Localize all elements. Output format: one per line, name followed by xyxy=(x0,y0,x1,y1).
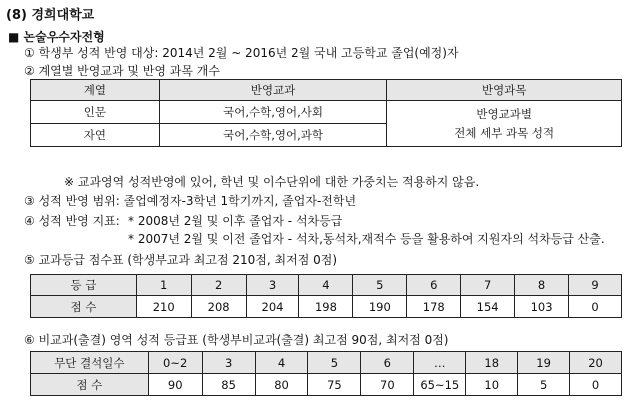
absence-cell: 0~2 xyxy=(148,352,202,374)
item-4-b: * 2007년 2월 및 이전 졸업자 - 석차,동석차,재적수 등을 활용하여 지원자의 석차등급 산출. xyxy=(128,232,605,246)
score-cell: 70 xyxy=(361,374,414,396)
grade-cell: 8 xyxy=(515,275,569,296)
grade-cell: 6 xyxy=(407,275,461,296)
track-cell: 자연 xyxy=(31,124,160,147)
subject-table xyxy=(30,79,622,147)
grade-cell: 4 xyxy=(299,275,353,296)
score-cell: 0 xyxy=(569,296,622,318)
absence-row-label: 무단 결석일수 xyxy=(31,352,149,374)
absence-cell: 18 xyxy=(466,352,518,374)
header-courses: 반영과목 xyxy=(387,80,622,101)
item-4-a: * 2008년 2월 및 이후 졸업자 - 석차등급 xyxy=(128,214,343,228)
score-cell: 154 xyxy=(461,296,515,318)
subjects-cell: 국어,수학,영어,사회 xyxy=(159,101,387,124)
score-cell: 10 xyxy=(466,374,518,396)
absence-cell: … xyxy=(414,352,466,374)
grade-cell: 1 xyxy=(136,275,191,296)
score-cell: 204 xyxy=(246,296,299,318)
item-5: ⑤ 교과등급 점수표 (학생부교과 최고점 210점, 최저점 0점) xyxy=(24,253,338,267)
item-4-label: ④ 성적 반영 지표: xyxy=(24,214,120,228)
attendance-score-table xyxy=(30,351,622,396)
absence-cell: 4 xyxy=(255,352,308,374)
track-cell: 인문 xyxy=(31,101,160,124)
item-6: ⑥ 비교과(출결) 영역 성적 등급표 (학생부비교과(출결) 최고점 90점, 최저점 0점) xyxy=(24,333,449,347)
absence-cell: 20 xyxy=(570,352,622,374)
header-subjects: 반영교과 xyxy=(159,80,387,101)
score-cell: 0 xyxy=(570,374,622,396)
score-cell: 190 xyxy=(353,296,407,318)
item-1: ① 학생부 성적 반영 대상: 2014년 2월 ~ 2016년 2월 국내 고등학교 졸업(예정)자 xyxy=(24,46,459,60)
score-cell: 198 xyxy=(299,296,353,318)
score-cell: 103 xyxy=(515,296,569,318)
absence-cell: 3 xyxy=(202,352,255,374)
absence-cell: 19 xyxy=(518,352,570,374)
note-1: ※ 교과영역 성적반영에 있어, 학년 및 이수단위에 대한 가중치는 적용하지 않음. xyxy=(64,175,480,189)
absence-cell: 5 xyxy=(308,352,361,374)
section-title: (8) 경희대학교 xyxy=(6,8,95,23)
score-cell: 210 xyxy=(136,296,191,318)
score-cell: 5 xyxy=(518,374,570,396)
grade-cell: 5 xyxy=(353,275,407,296)
score-cell: 80 xyxy=(255,374,308,396)
score-cell: 65~15 xyxy=(414,374,466,396)
grade-score-table xyxy=(30,274,622,318)
merged-line-2: 전체 세부 과목 성적 xyxy=(454,125,555,140)
score-cell: 178 xyxy=(407,296,461,318)
score-row-label: 점 수 xyxy=(31,296,137,318)
score-cell: 75 xyxy=(308,374,361,396)
merged-courses-cell xyxy=(387,101,622,147)
score-cell: 90 xyxy=(148,374,202,396)
grade-cell: 7 xyxy=(461,275,515,296)
grade-row-label: 등 급 xyxy=(31,275,137,296)
score-cell: 85 xyxy=(202,374,255,396)
merged-line-1: 반영교과별 xyxy=(476,106,532,121)
grade-cell: 2 xyxy=(191,275,246,296)
score-row-label: 점 수 xyxy=(31,374,149,396)
section-heading: ■ 논술우수자전형 xyxy=(8,30,105,44)
item-2: ② 계열별 반영교과 및 반영 과목 개수 xyxy=(24,64,220,78)
header-track: 계열 xyxy=(31,80,160,101)
absence-cell: 6 xyxy=(361,352,414,374)
subjects-cell: 국어,수학,영어,과학 xyxy=(159,124,387,147)
item-3: ③ 성적 반영 범위: 졸업예정자-3학년 1학기까지, 졸업자-전학년 xyxy=(24,194,357,208)
grade-cell: 3 xyxy=(246,275,299,296)
grade-cell: 9 xyxy=(569,275,622,296)
score-cell: 208 xyxy=(191,296,246,318)
